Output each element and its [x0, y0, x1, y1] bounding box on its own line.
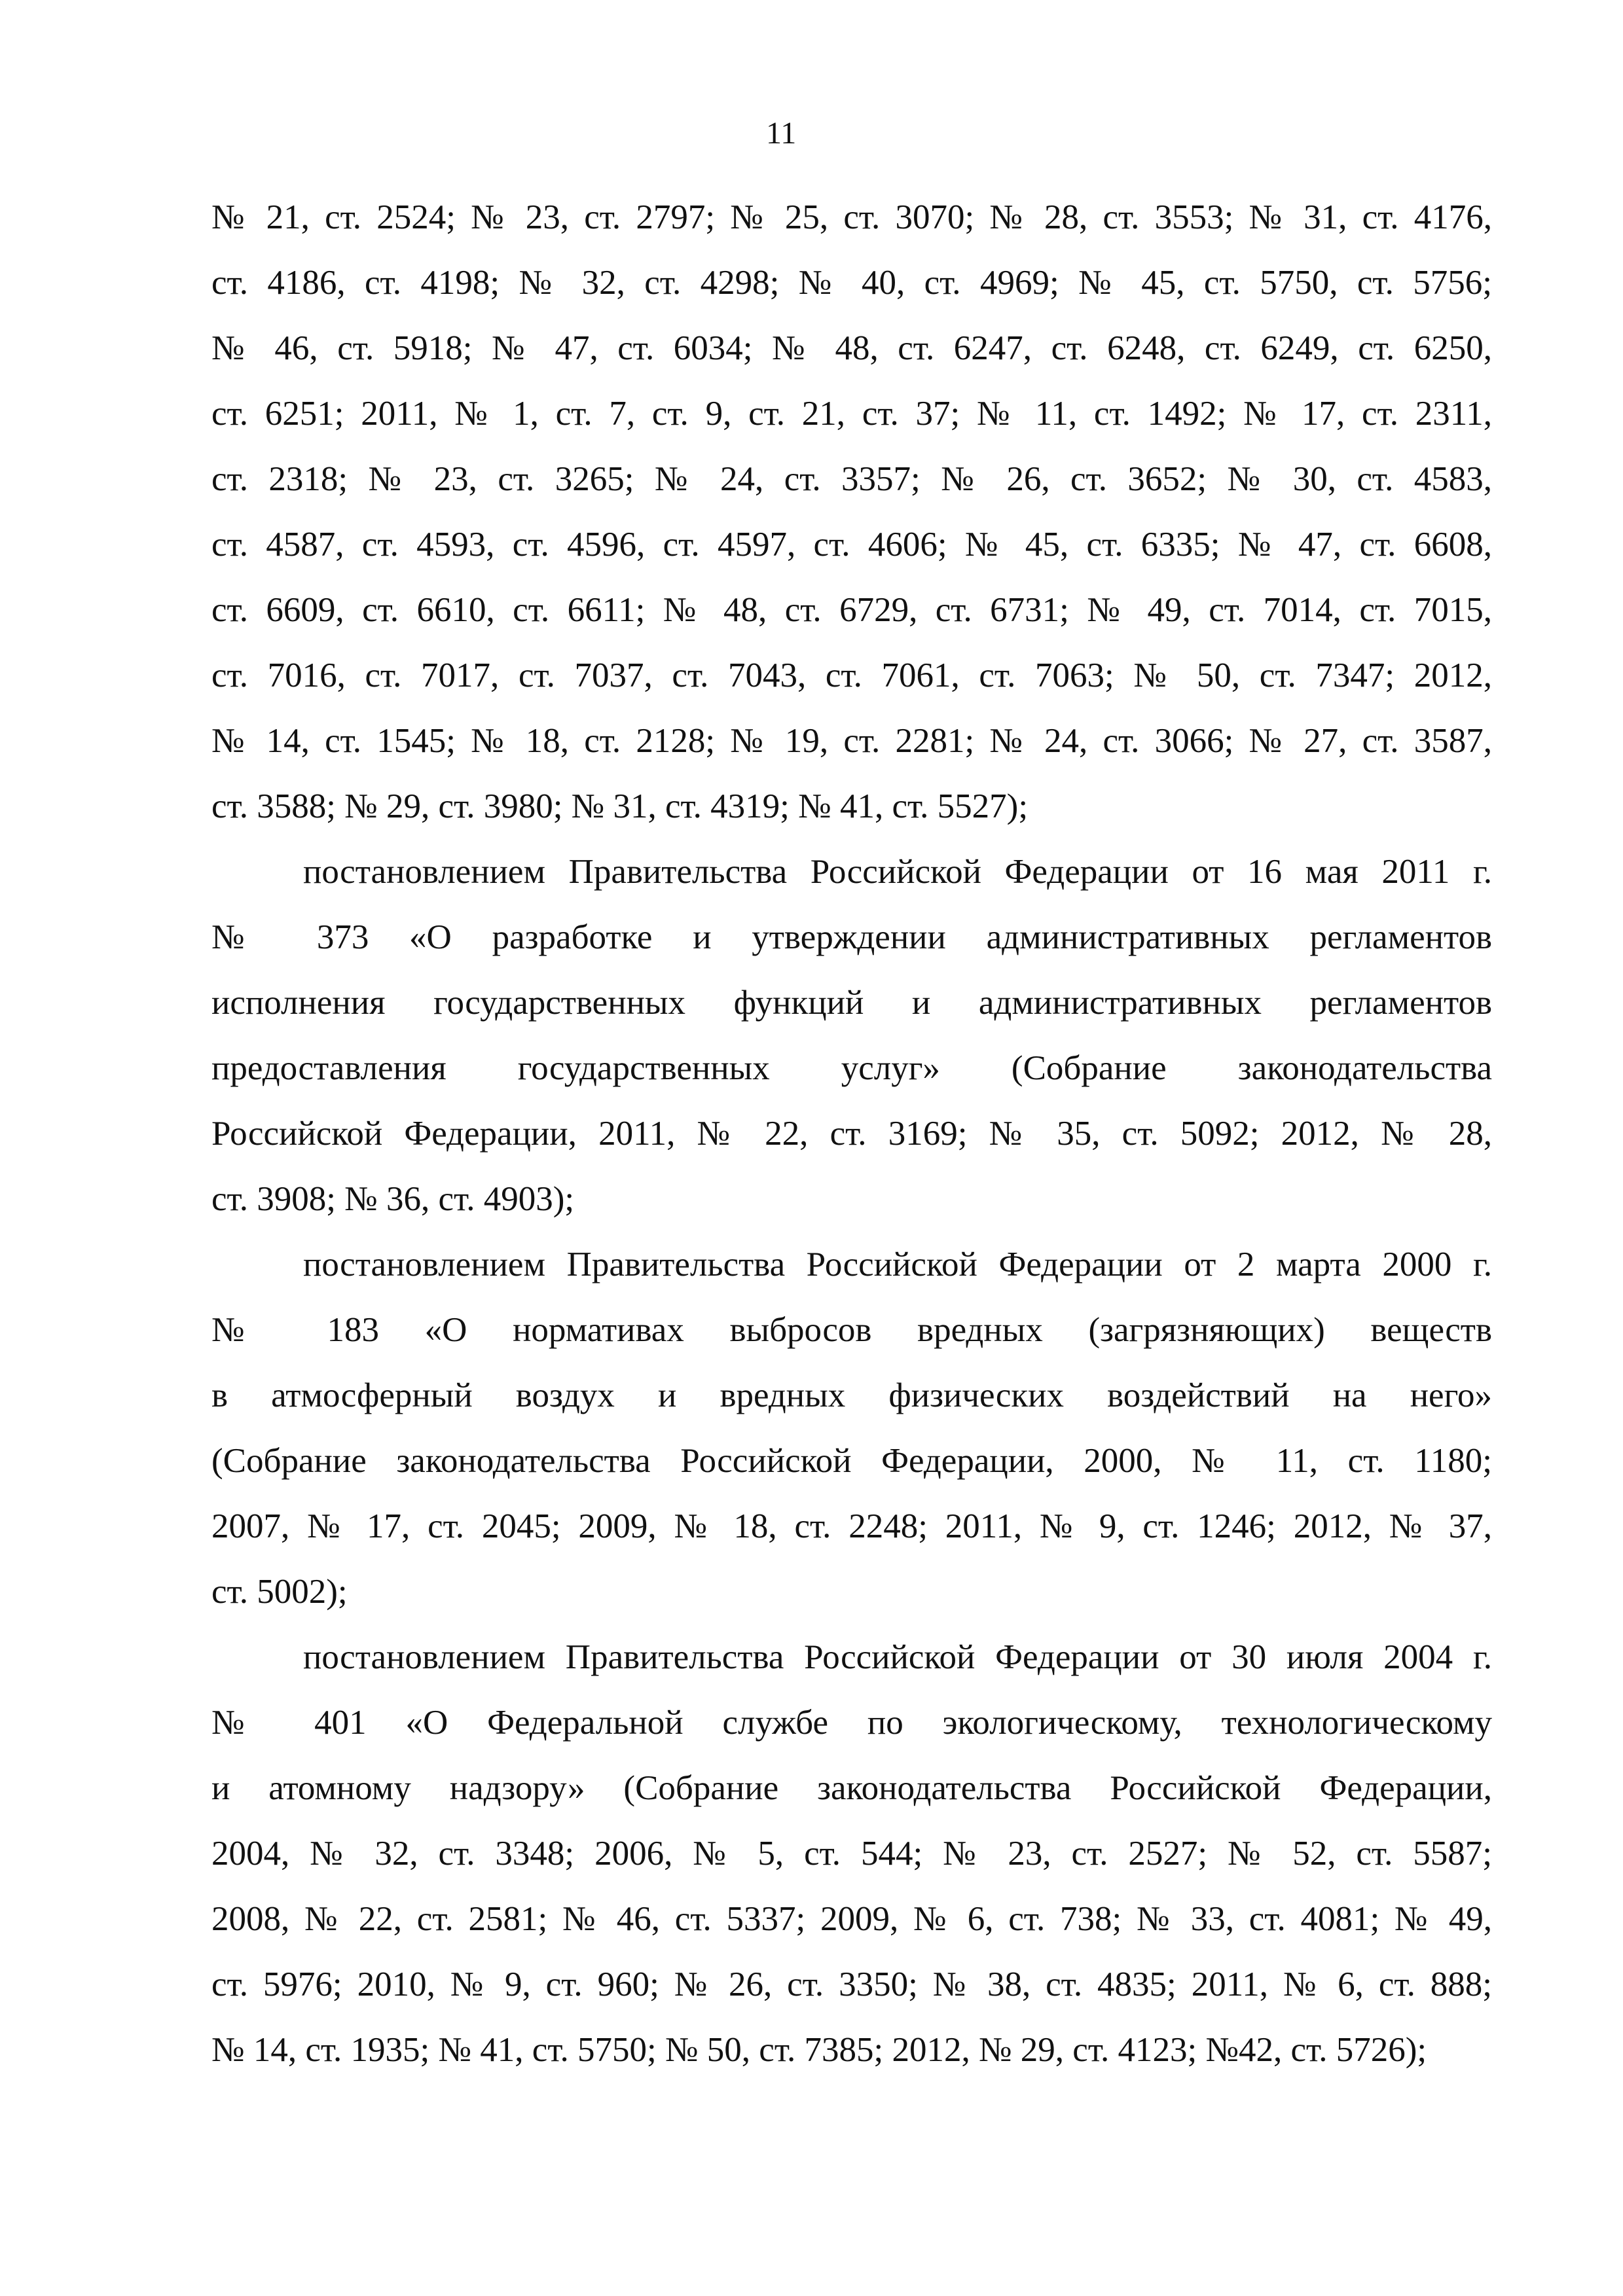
- paragraph-first-line: постановлением Правительства Российской Федерации от 2 марта 2000 г.: [303, 1246, 1492, 1283]
- text-line: ст. 3908; № 36, ст. 4903);: [211, 1180, 575, 1218]
- paragraph-first-line: постановлением Правительства Российской Федерации от 16 мая 2011 г.: [303, 853, 1492, 891]
- text-line: ст. 4587, ст. 4593, ст. 4596, ст. 4597, ст. 4606; № 45, ст. 6335; № 47, ст. 6608,: [211, 526, 1492, 564]
- text-line: ст. 4186, ст. 4198; № 32, ст. 4298; № 40, ст. 4969; № 45, ст. 5750, ст. 5756;: [211, 264, 1492, 302]
- text-line: ст. 3588; № 29, ст. 3980; № 31, ст. 4319; № 41, ст. 5527);: [211, 787, 1029, 825]
- text-line: ст. 5976; 2010, № 9, ст. 960; № 26, ст. 3350; № 38, ст. 4835; 2011, № 6, ст. 888;: [211, 1965, 1492, 2003]
- text-line: в атмосферный воздух и вредных физических воздействий на него»: [211, 1376, 1492, 1414]
- text-line: № 401 «О Федеральной службе по экологическому, технологическому: [211, 1704, 1492, 1742]
- text-line: ст. 6609, ст. 6610, ст. 6611; № 48, ст. 6729, ст. 6731; № 49, ст. 7014, ст. 7015,: [211, 591, 1492, 629]
- document-body: [211, 185, 1492, 2083]
- text-line: 2007, № 17, ст. 2045; 2009, № 18, ст. 2248; 2011, № 9, ст. 1246; 2012, № 37,: [211, 1507, 1492, 1545]
- text-line: Российской Федерации, 2011, № 22, ст. 3169; № 35, ст. 5092; 2012, № 28,: [211, 1115, 1492, 1153]
- text-line: и атомному надзору» (Собрание законодательства Российской Федерации,: [211, 1769, 1492, 1807]
- text-line: 2004, № 32, ст. 3348; 2006, № 5, ст. 544; № 23, ст. 2527; № 52, ст. 5587;: [211, 1835, 1492, 1873]
- text-line: предоставления государственных услуг» (Собрание законодательства: [211, 1049, 1492, 1087]
- text-line: 2008, № 22, ст. 2581; № 46, ст. 5337; 2009, № 6, ст. 738; № 33, ст. 4081; № 49,: [211, 1900, 1492, 1938]
- text-line: (Собрание законодательства Российской Федерации, 2000, № 11, ст. 1180;: [211, 1442, 1492, 1480]
- paragraph-first-line: постановлением Правительства Российской Федерации от 30 июля 2004 г.: [303, 1638, 1492, 1676]
- text-line: № 14, ст. 1545; № 18, ст. 2128; № 19, ст. 2281; № 24, ст. 3066; № 27, ст. 3587,: [211, 722, 1492, 760]
- text-line: ст. 2318; № 23, ст. 3265; № 24, ст. 3357; № 26, ст. 3652; № 30, ст. 4583,: [211, 460, 1492, 498]
- text-line: исполнения государственных функций и административных регламентов: [211, 984, 1492, 1022]
- text-line: № 21, ст. 2524; № 23, ст. 2797; № 25, ст. 3070; № 28, ст. 3553; № 31, ст. 4176,: [211, 198, 1492, 236]
- text-line: № 373 «О разработке и утверждении административных регламентов: [211, 918, 1492, 956]
- text-line: ст. 5002);: [211, 1573, 348, 1611]
- text-line: ст. 6251; 2011, № 1, ст. 7, ст. 9, ст. 21, ст. 37; № 11, ст. 1492; № 17, ст. 2311,: [211, 395, 1492, 433]
- text-line: ст. 7016, ст. 7017, ст. 7037, ст. 7043, ст. 7061, ст. 7063; № 50, ст. 7347; 2012,: [211, 656, 1492, 694]
- text-line: № 183 «О нормативах выбросов вредных (загрязняющих) веществ: [211, 1311, 1492, 1349]
- text-line: № 46, ст. 5918; № 47, ст. 6034; № 48, ст. 6247, ст. 6248, ст. 6249, ст. 6250,: [211, 329, 1492, 367]
- text-line: № 14, ст. 1935; № 41, ст. 5750; № 50, ст. 7385; 2012, № 29, ст. 4123; №42, ст. 5726);: [211, 2031, 1427, 2069]
- page-number: 11: [766, 116, 797, 151]
